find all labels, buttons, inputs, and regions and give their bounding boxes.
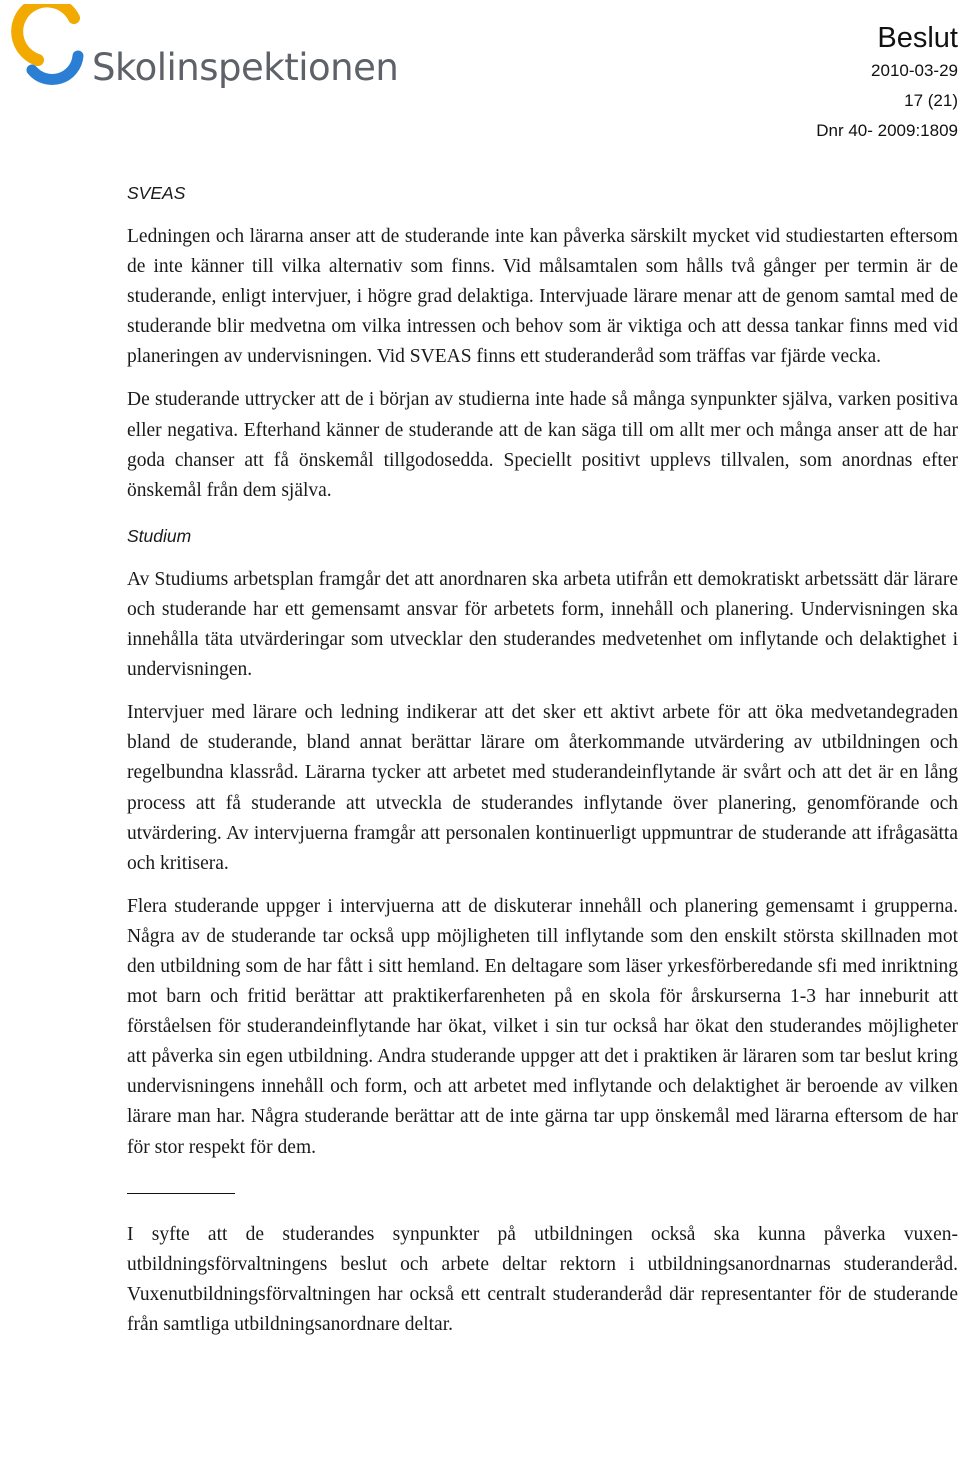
document-title: Beslut — [877, 22, 958, 54]
section-heading-studium: Studium — [127, 525, 192, 546]
body-paragraph: Ledningen och lärarna anser att de studerande inte kan påverka särskilt mycket vid studiestarten eftersom de inte känner till vilka alternativ som finns. Vid målsamtalen som hålls två gånger per termin är de studerande, enligt intervjuer, i högre grad delaktiga. Intervjuade lärare menar att de genom samtal med de studerande blir medvetna om vilka intressen och behov som är viktiga och att dessa tankar finns med vid planeringen av undervisningen. Vid SVEAS finns ett studeranderåd som träffas var fjärde vecka. — [127, 226, 958, 368]
body-paragraph: De studerande uttrycker att de i början av studierna inte hade så många synpunkter själva, varken positiva eller negativa. Efterhand känner de studerande att de kan säga till om allt mer och många anser att de har goda chanser att få önskemål tillgodosedda. Speciellt positivt upplevs tillvalen, som anordnas efter önskemål från dem själva. — [127, 389, 958, 501]
body-paragraph: Flera studerande uppger i intervjuerna att de diskuterar innehåll och planering gemensamt i grupperna. Några av de studerande tar också upp möjligheten till inflytande som den enskilt största skillnaden mot den utbildning som de har fått i sitt hemland. En deltagare som läser yrkesförberedande sfi med inriktning mot barn och fritid berättar att praktikerfarenheten på en skola för årskurserna 1-3 har inneburit att förståelsen för studerandeinflytande har ökat, vilket i sin tur också har ökat den studerandes möjligheter att påverka sin egen utbildning. Andra studerande uppger att det i praktiken är läraren som tar beslut kring undervisningens innehåll och form, och att arbetet med inflytande och delaktighet är beroende av vilken lärare man har. Några studerande berättar att de inte gärna tar upp önskemål med lärarna eftersom de har för stor respekt för dem. — [127, 895, 958, 1158]
skolinspektionen-logo — [4, 4, 399, 94]
diary-number: Dnr 40- 2009:1809 — [816, 121, 958, 140]
document-date: 2010-03-29 — [871, 61, 958, 80]
logo-swirl-icon — [4, 4, 94, 94]
document-header — [816, 20, 958, 146]
footnote-separator — [127, 1193, 235, 1194]
footnote-text: I syfte att de studerandes synpunkter på utbildningen också ska kunna påverka vuxenutbildningsförvaltningens beslut och arbete deltar rektorn i utbildningsanordnarnas studeranderåd. Vuxenutbildningsförvaltningen har också ett centralt studeranderåd där representanter för de studerande från samtliga utbildningsanordnare deltar. — [127, 1223, 958, 1335]
section-heading-sveas: SVEAS — [127, 183, 186, 203]
page-number: 17 (21) — [904, 91, 958, 110]
body-paragraph: Intervjuer med lärare och ledning indikerar att det sker ett aktivt arbete för att öka medvetandegraden bland de studerande, bland annat berättar lärare om återkommande utvärdering av utbildningen och regelbundna klassråd. Lärarna tycker att arbetet med studerandeinflytande är svårt och att det är en lång process att få studerande att utveckla de studerandes inflytande över planering, genomförande och utvärdering. Av intervjuerna framgår att personalen kontinuerligt uppmuntrar de studerande att ifrågasätta och kritisera. — [127, 702, 958, 874]
body-paragraph: Av Studiums arbetsplan framgår det att anordnaren ska arbeta utifrån ett demokratiskt arbetssätt där lärare och studerande har ett gemensamt ansvar för arbetets form, innehåll och planering. Undervisningen ska innehålla täta utvärderingar som utvecklar den studerandes medvetenhet om inflytande och delaktighet i undervisningen. — [127, 568, 958, 681]
document-body — [127, 176, 958, 1353]
logo-wordmark: Skolinspektionen — [92, 46, 399, 89]
